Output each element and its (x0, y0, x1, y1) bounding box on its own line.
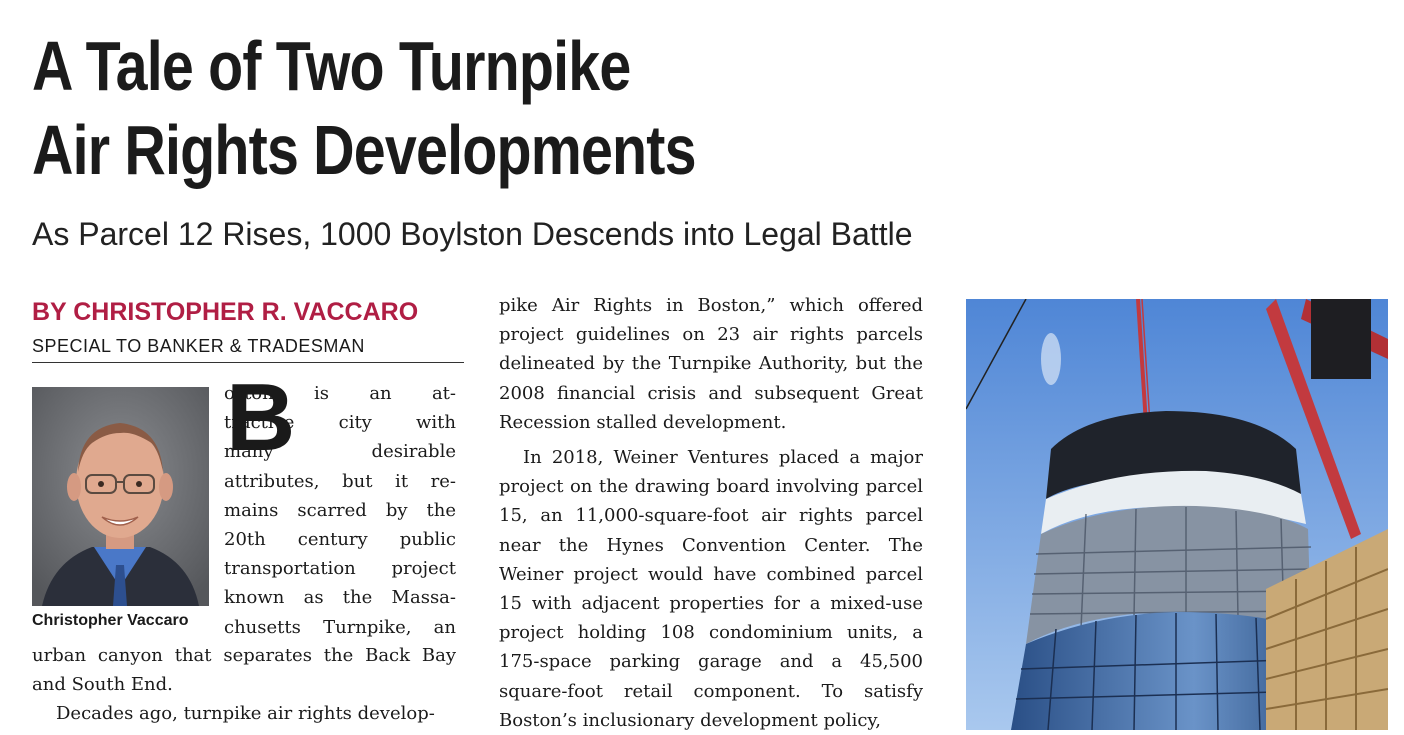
text-line: transportation project (224, 558, 456, 580)
author-headshot (32, 387, 209, 606)
text-line: known as the Massa- (224, 587, 456, 609)
author-affiliation: SPECIAL TO BANKER & TRADESMAN (32, 336, 365, 356)
body-paragraph: Decades ago, turnpike air rights develop- (56, 703, 435, 725)
body-paragraph: pike Air Rights in Boston,” which offered project guidelines on 23 air rights parcels delineated by the Turnpike Authority, but the 2008 financial crisis and subsequent Great Recession stalled development. (499, 295, 923, 433)
text-line: tractive city with (224, 412, 456, 434)
column-2 (499, 291, 923, 735)
intro-wrapped-text (224, 379, 456, 642)
column-1-continued (32, 641, 456, 729)
byline-divider (32, 362, 464, 363)
body-paragraph: In 2018, Weiner Ventures placed a major project on the drawing board involving parcel 15, an 11,000-square-foot air rights parcel near the Hynes Convention Center. The Weiner project would have combined parcel 15 with adjacent properties for a mixed-use project holding 108 condominium units, a 175-space parking garage and a 45,500 square-foot retail component. To satisfy Boston’s inclusionary development policy, (499, 447, 923, 731)
drop-cap: B (226, 364, 296, 471)
author-byline: BY CHRISTOPHER R. VACCARO (32, 298, 419, 326)
text-line: 20th century public (224, 529, 456, 551)
title-line-1: A Tale of Two Turnpike (32, 27, 631, 105)
headshot-caption: Christopher Vaccaro (32, 612, 189, 629)
text-line: many desirable (224, 441, 456, 463)
text-line: chusetts Turnpike, an (224, 616, 456, 638)
construction-photo (966, 299, 1388, 730)
text-line: oston is an at- (224, 383, 456, 404)
article-subtitle: As Parcel 12 Rises, 1000 Boylston Descends into Legal Battle (32, 216, 913, 252)
text-line: attributes, but it re- (224, 470, 456, 492)
article-title (32, 24, 696, 192)
text-line: mains scarred by the (224, 499, 456, 521)
body-paragraph: urban canyon that separates the Back Bay and South End. (32, 645, 456, 696)
title-line-2: Air Rights Developments (32, 111, 696, 189)
